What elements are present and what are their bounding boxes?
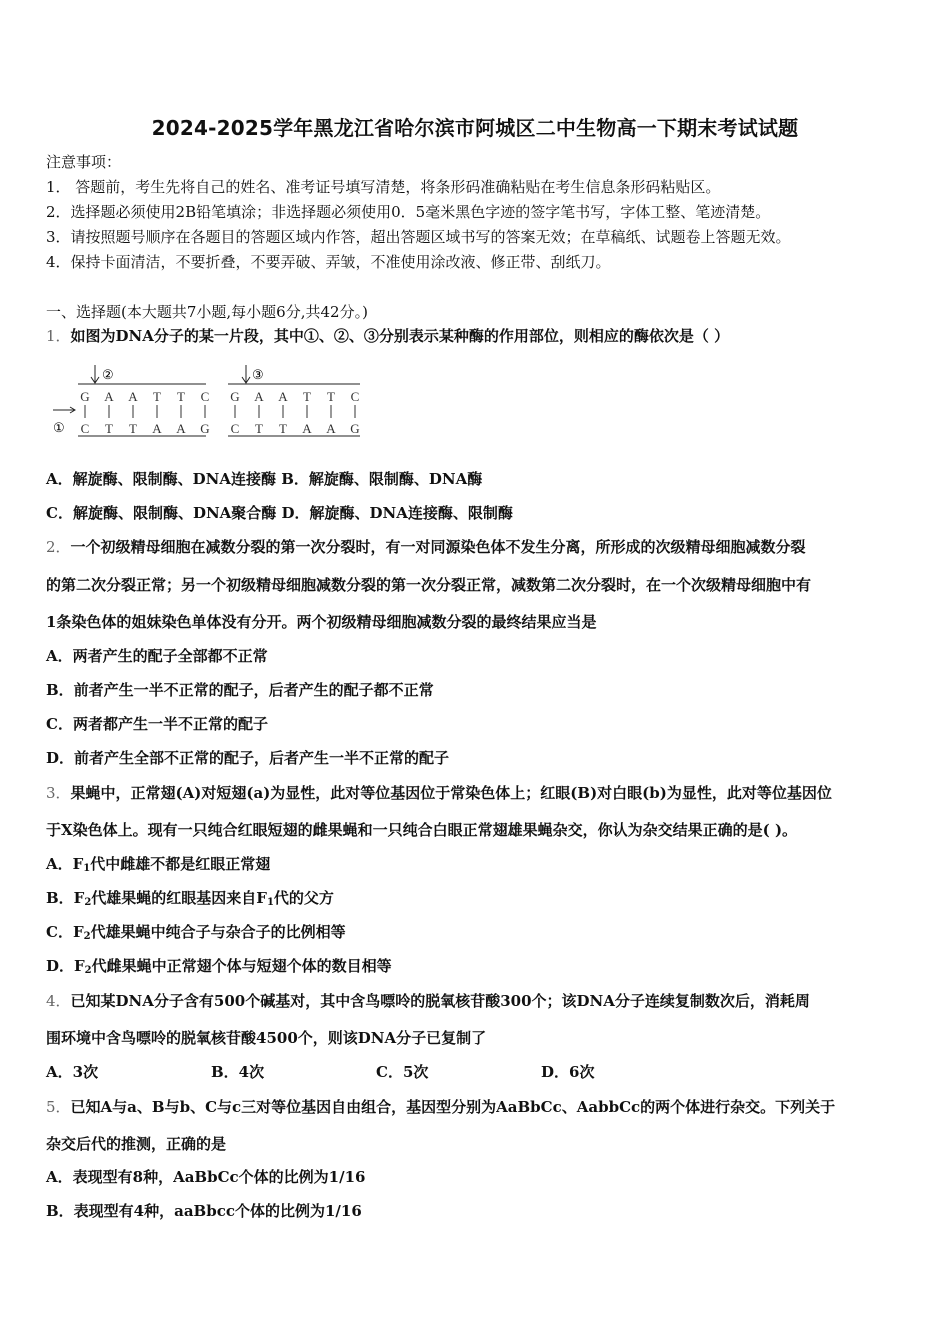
dna-base-bottom: T <box>129 421 137 436</box>
dna-base-bottom: G <box>350 421 360 436</box>
cut-site-marker-1: ① <box>53 420 65 435</box>
dna-base-bottom: G <box>200 421 210 436</box>
question-5-stem <box>46 1097 835 1117</box>
notice-heading: 注意事项： <box>46 153 122 171</box>
question-2-option: D．前者产生全部不正常的配子，后者产生一半不正常的配子 <box>46 749 450 767</box>
question-2-option: C．两者都产生一半不正常的配子 <box>46 715 268 733</box>
dna-base-top: G <box>80 389 90 404</box>
dna-base-bottom: A <box>326 421 336 436</box>
notice-item: 1． 答题前，考生先将自己的姓名、准考证号填写清楚，将条形码准确粘贴在考生信息条形码粘贴区。 <box>46 178 721 196</box>
question-number: 4． <box>46 992 71 1010</box>
question-2-option: A．两者产生的配子全部都不正常 <box>46 647 268 665</box>
dna-base-bottom: A <box>152 421 162 436</box>
question-1-stem <box>46 326 729 346</box>
dna-base-top: A <box>128 389 138 404</box>
question-text: 如图为DNA分子的某一片段，其中①、②、③分别表示某种酶的作用部位，则相应的酶依次是（ ） <box>70 327 730 345</box>
dna-base-bottom: C <box>80 421 90 436</box>
notice-item: 4．保持卡面清洁，不要折叠，不要弄破、弄皱，不准使用涂改液、修正带、刮纸刀。 <box>46 253 611 271</box>
question-1-options-row-2: C．解旋酶、限制酶、DNA聚合酶 D．解旋酶、DNA连接酶、限制酶 <box>46 504 513 522</box>
question-3-option-a: A．$F_1$代中雌雄不都是红眼正常翅 <box>46 855 271 874</box>
dna-base-top: A <box>254 389 264 404</box>
question-number: 2． <box>46 538 71 556</box>
question-number: 5． <box>46 1098 71 1116</box>
question-5-option: A．表现型有8种，AaBbCc个体的比例为1/16 <box>46 1168 366 1186</box>
dna-base-top: T <box>327 389 335 404</box>
question-4-options <box>46 1062 594 1082</box>
question-4-option-d: D．6次 <box>541 1063 595 1081</box>
dna-left-fragment <box>53 365 210 436</box>
question-text: 已知某DNA分子含有500个碱基对，其中含鸟嘌呤的脱氧核苷酸300个；该DNA分子连续复制数次后，消耗周 <box>70 992 810 1010</box>
dna-base-top: G <box>230 389 240 404</box>
question-text: 已知A与a、B与b、C与c三对等位基因自由组合，基因型分别为AaBbCc、AabbCc的两个体进行杂交。下列关于 <box>70 1098 836 1116</box>
section-heading: 一、选择题(本大题共7小题,每小题6分,共42分。) <box>46 303 368 321</box>
question-2-stem-line: 1条染色体的姐妹染色单体没有分开。两个初级精母细胞减数分裂的最终结果应当是 <box>46 613 597 631</box>
question-4-stem <box>46 991 810 1011</box>
dna-base-bottom: A <box>176 421 186 436</box>
question-text: 果蝇中，正常翅(A)对短翅(a)为显性，此对等位基因位于常染色体上；红眼(B)对白眼(b)为显性，此对等位基因位 <box>70 784 832 802</box>
dna-base-top: T <box>177 389 185 404</box>
cut-site-marker-3: ③ <box>252 367 264 382</box>
dna-base-bottom: T <box>105 421 113 436</box>
question-2-stem <box>46 537 806 557</box>
dna-base-top: C <box>350 389 360 404</box>
cut-site-marker-2: ② <box>102 367 114 382</box>
question-text: 一个初级精母细胞在减数分裂的第一次分裂时，有一对同源染色体不发生分离，所形成的次级精母细胞减数分裂 <box>70 538 806 556</box>
dna-base-top: A <box>104 389 114 404</box>
dna-base-top: A <box>278 389 288 404</box>
dna-base-top: T <box>153 389 161 404</box>
question-2-option: B．前者产生一半不正常的配子，后者产生的配子都不正常 <box>46 681 434 699</box>
question-4-stem-line: 围环境中含鸟嘌呤的脱氧核苷酸4500个，则该DNA分子已复制了 <box>46 1029 487 1047</box>
question-3-option-d: D．$F_2$代雌果蝇中正常翅个体与短翅个体的数目相等 <box>46 957 392 976</box>
question-4-option-a: A．3次 <box>46 1063 99 1081</box>
question-number: 1． <box>46 327 71 345</box>
question-3-stem <box>46 783 832 803</box>
page-title: 2024-2025学年黑龙江省哈尔滨市阿城区二中生物高一下期末考试试题 <box>151 116 799 140</box>
notice-item: 3．请按照题号顺序在各题目的答题区域内作答，超出答题区域书写的答案无效；在草稿纸、试题卷上答题无效。 <box>46 228 791 246</box>
question-number: 3． <box>46 784 71 802</box>
dna-base-bottom: T <box>255 421 263 436</box>
dna-right-fragment <box>228 365 360 436</box>
notice-item: 2．选择题必须使用2B铅笔填涂；非选择题必须使用0．5毫米黑色字迹的签字笔书写，字体工整、笔迹清楚。 <box>46 203 771 221</box>
question-5-stem-line: 杂交后代的推测，正确的是 <box>46 1135 227 1153</box>
question-3-stem-line: 于X染色体上。现有一只纯合红眼短翅的雌果蝇和一只纯合白眼正常翅雄果蝇杂交，你认为杂交结果正确的是( )。 <box>46 821 798 839</box>
dna-base-bottom: A <box>302 421 312 436</box>
dna-base-bottom: C <box>230 421 240 436</box>
question-5-option: B．表现型有4种，aaBbcc个体的比例为1/16 <box>46 1202 362 1220</box>
dna-fragment-figure <box>50 362 370 442</box>
question-3-option-c: C．$F_2$代雄果蝇中纯合子与杂合子的比例相等 <box>46 923 346 942</box>
question-2-stem-line: 的第二次分裂正常；另一个初级精母细胞减数分裂的第一次分裂正常，减数第二次分裂时，在一个次级精母细胞中有 <box>46 576 812 594</box>
dna-base-top: C <box>200 389 210 404</box>
dna-base-bottom: T <box>279 421 287 436</box>
question-4-option-c: C．5次 <box>376 1063 429 1081</box>
question-1-options-row-1: A．解旋酶、限制酶、DNA连接酶 B．解旋酶、限制酶、DNA酶 <box>46 470 483 488</box>
dna-base-top: T <box>303 389 311 404</box>
question-3-option-b: B．$F_2$代雄果蝇的红眼基因来自$F_1$代的父方 <box>46 889 334 908</box>
question-4-option-b: B．4次 <box>211 1063 265 1081</box>
